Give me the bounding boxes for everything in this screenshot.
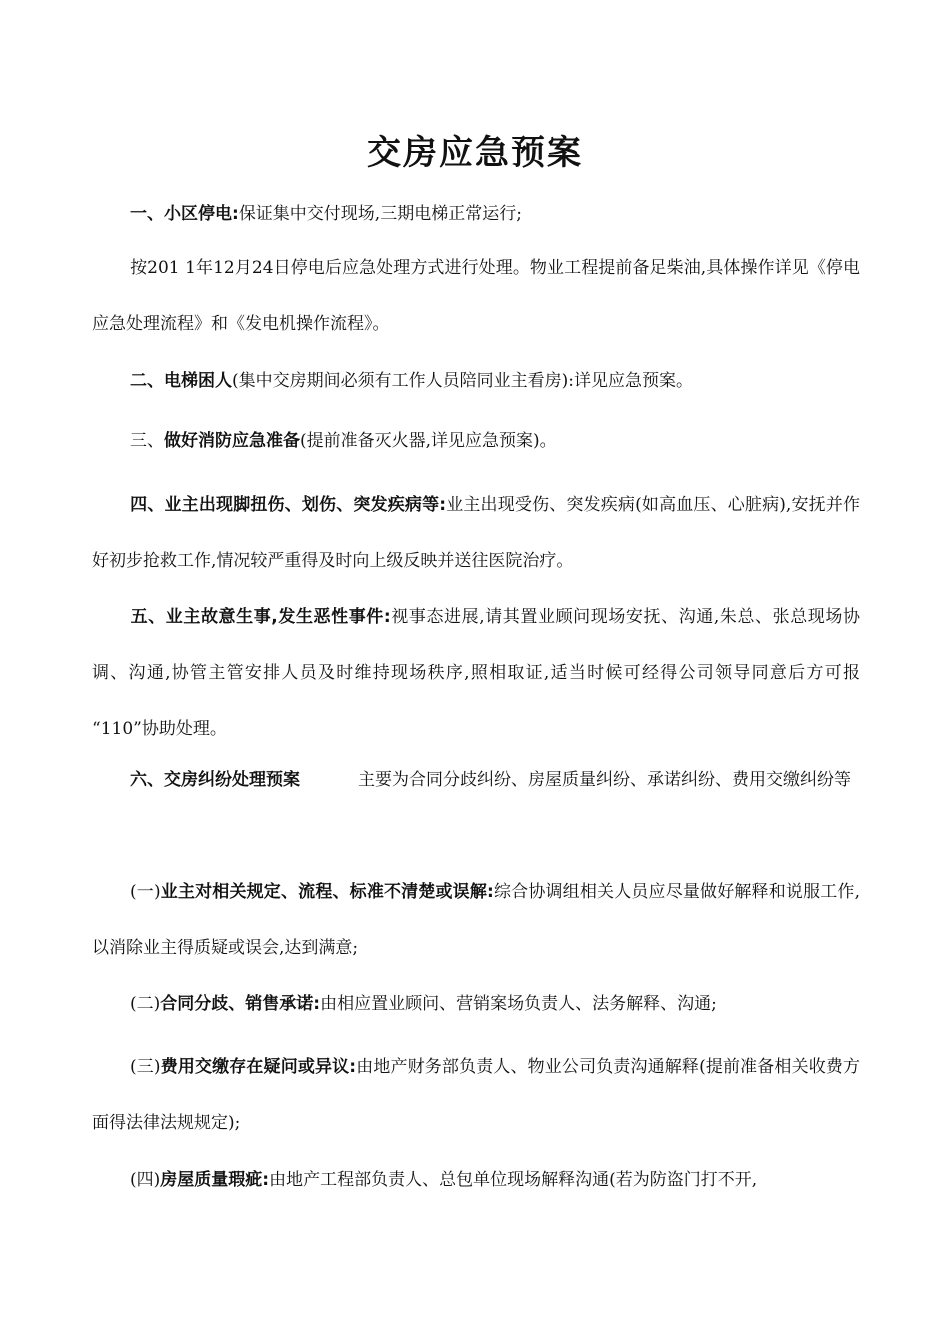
section-dispute-plan	[92, 752, 860, 808]
subsection-fee-dispute	[92, 1039, 860, 1151]
section-body: (提前准备灭火器,详见应急预案)。	[300, 431, 557, 451]
section-body: 主要为合同分歧纠纷、房屋质量纠纷、承诺纠纷、费用交缴纠纷等	[358, 770, 851, 790]
section-power-outage	[92, 186, 860, 242]
section-heading: 房屋质量瑕疵:	[160, 1170, 270, 1190]
section-body: 保证集中交付现场,三期电梯正常运行;	[238, 204, 522, 224]
section-heading: 做好消防应急准备	[164, 431, 300, 451]
section-body: 视事态进展,请其置业顾问现场安抚、沟通,朱总、张总现场协调、沟通,协管主管安排人员及时维持现场秩序,照相取证,适当时候可经得公司领导同意后方可报 “110”协助处理。	[92, 607, 860, 739]
section-prefix: (四)	[130, 1170, 161, 1190]
section-prefix: (二)	[130, 994, 161, 1014]
section-body: (集中交房期间必须有工作人员陪同业主看房):详见应急预案。	[232, 371, 693, 391]
section-malicious-incident	[92, 589, 860, 757]
section-body: 综合协调组相关人员应尽量做好解释和说服工作,以消除业主得质疑或误会,达到满意;	[92, 882, 860, 958]
section-body: 按201 1年12月24日停电后应急处理方式进行处理。物业工程提前备足柴油,具体操作详见《停电应急处理流程》和《发电机操作流程》。	[92, 258, 860, 334]
section-power-outage-procedure	[92, 240, 860, 352]
section-owner-injury	[92, 477, 860, 589]
section-heading: 一、小区停电:	[130, 204, 239, 224]
section-prefix: (三)	[130, 1057, 161, 1077]
section-heading: 费用交缴存在疑问或异议:	[160, 1057, 357, 1077]
section-heading: 四、业主出现脚扭伤、划伤、突发疾病等:	[130, 495, 447, 515]
subsection-contract-dispute	[92, 976, 860, 1032]
section-prefix: (一)	[130, 882, 161, 902]
section-elevator-entrapment	[92, 353, 860, 409]
section-heading: 合同分歧、销售承诺:	[160, 994, 321, 1014]
section-heading: 业主对相关规定、流程、标准不清楚或误解:	[160, 882, 494, 902]
section-body: 由地产财务部负责人、物业公司负责沟通解释(提前准备相关收费方面得法律法规规定);	[92, 1057, 860, 1133]
section-heading: 六、交房纠纷处理预案	[130, 770, 300, 790]
section-heading: 五、业主故意生事,发生恶性事件:	[130, 607, 391, 627]
subsection-rules-misunderstanding	[92, 864, 860, 976]
document-title: 交房应急预案	[367, 133, 583, 173]
subsection-quality-defect	[92, 1152, 860, 1208]
section-body: 由地产工程部负责人、总包单位现场解释沟通(若为防盗门打不开,	[269, 1170, 758, 1190]
section-body: 由相应置业顾问、营销案场负责人、法务解释、沟通;	[320, 994, 717, 1014]
section-fire-preparedness	[92, 413, 860, 469]
section-body: 业主出现受伤、突发疾病(如高血压、心脏病),安抚并作好初步抢救工作,情况较严重得及时向上级反映并送往医院治疗。	[92, 495, 860, 571]
section-heading: 二、电梯困人	[130, 371, 232, 391]
section-prefix: 三、	[130, 431, 164, 451]
